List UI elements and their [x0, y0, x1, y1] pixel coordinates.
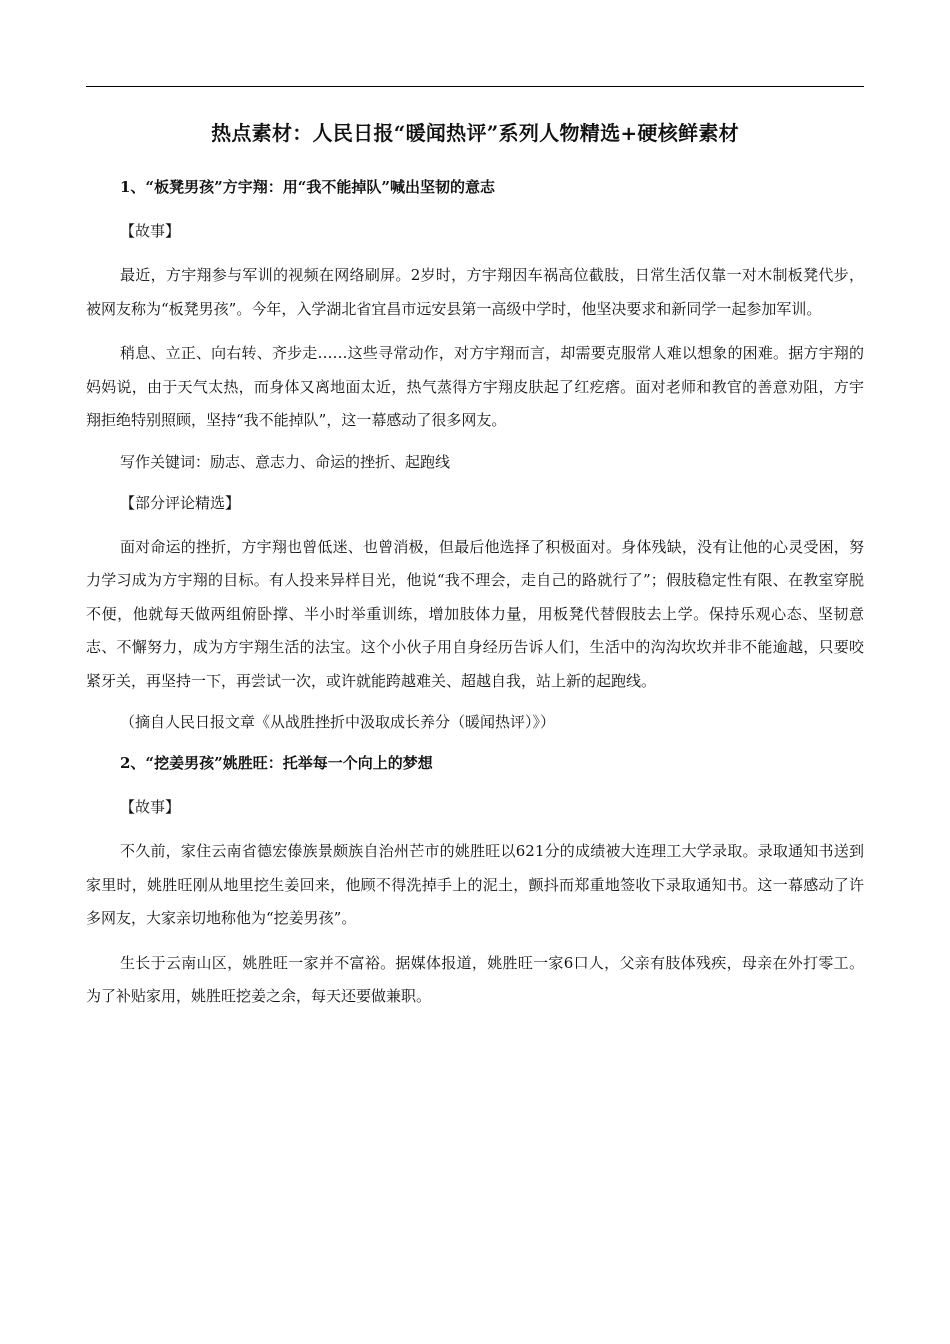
document-body	[86, 118, 864, 1025]
section-1	[86, 174, 864, 735]
section-heading: 2、“挖姜男孩”姚胜旺：托举每一个向上的梦想	[120, 754, 433, 772]
source-citation: （摘自人民日报文章《从战胜挫折中汲取成长养分（暖闻热评）》）	[120, 713, 556, 731]
section-2	[86, 750, 864, 1014]
header-rule	[86, 86, 864, 87]
story-paragraph: 最近，方宇翔参与军训的视频在网络刷屏。2岁时，方宇翔因车祸高位截肢，日常生活仅靠一对木制板凳代步，被网友称为“板凳男孩”。今年，入学湖北省宜昌市远安县第一高级中学时，他坚决要求和新同学一起参加军训。	[86, 266, 864, 318]
story-label: 【故事】	[120, 222, 181, 240]
story-paragraph: 生长于云南山区，姚胜旺一家并不富裕。据媒体报道，姚胜旺一家6口人，父亲有肢体残疾，母亲在外打零工。为了补贴家用，姚胜旺挖姜之余，每天还要做兼职。	[86, 953, 864, 1005]
comment-paragraph: 面对命运的挫折，方宇翔也曾低迷、也曾消极，但最后他选择了积极面对。身体残缺，没有让他的心灵受困，努力学习成为方宇翔的目标。有人投来异样目光，他说“我不理会，走自己的路就行了”；假肢稳定性有限、在教室穿脱不便，他就每天做两组俯卧撑、半小时举重训练，增加肢体力量，用板凳代替假肢去上学。保持乐观心态、坚韧意志、不懈努力，成为方宇翔生活的法宝。这个小伙子用自身经历告诉人们，生活中的沟沟坎坎并非不能逾越，只要咬紧牙关，再坚持一下，再尝试一次，或许就能跨越难关、超越自我，站上新的起跑线。	[86, 537, 864, 690]
story-paragraph: 稍息、立正、向右转、齐步走……这些寻常动作，对方宇翔而言，却需要克服常人难以想象的困难。据方宇翔的妈妈说，由于天气太热，而身体又离地面太近，热气蒸得方宇翔皮肤起了红疙瘩。面对老师和教官的善意劝阻，方宇翔拒绝特别照顾，坚持“我不能掉队”，这一幕感动了很多网友。	[86, 344, 864, 429]
comment-label: 【部分评论精选】	[120, 493, 241, 512]
writing-keywords: 写作关键词：励志、意志力、命运的挫折、起跑线	[120, 452, 451, 471]
page-title: 热点素材：人民日报“暖闻热评”系列人物精选+硬核鲜素材	[211, 121, 739, 145]
story-paragraph: 不久前，家住云南省德宏傣族景颇族自治州芒市的姚胜旺以621分的成绩被大连理工大学录取。录取通知书送到家里时，姚胜旺刚从地里挖生姜回来，他顾不得洗掉手上的泥土，颤抖而郑重地签收下录取通知书。这一幕感动了许多网友，大家亲切地称他为“挖姜男孩”。	[86, 842, 864, 927]
story-label: 【故事】	[120, 798, 181, 816]
section-heading: 1、“板凳男孩”方宇翔：用“我不能掉队”喊出坚韧的意志	[120, 178, 495, 196]
